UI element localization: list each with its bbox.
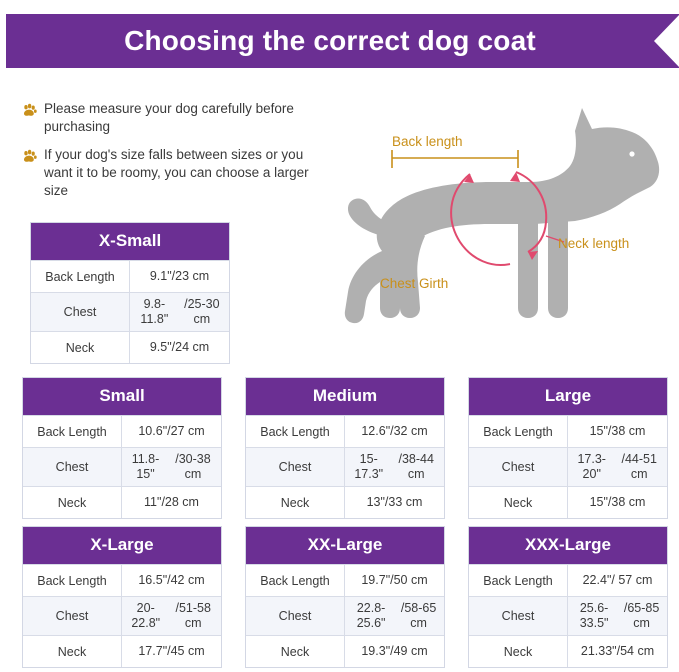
chest-value-line1: 20-22.8" <box>131 601 161 630</box>
row-label-chest: Chest <box>246 597 345 635</box>
row-label-chest: Chest <box>469 597 568 635</box>
size-table-x-small <box>30 222 230 364</box>
size-table-header: Large <box>469 378 667 415</box>
chest-girth-label: Chest Girth <box>380 276 449 291</box>
table-row <box>469 635 667 667</box>
table-row <box>469 447 667 486</box>
paw-icon <box>22 149 37 164</box>
row-value-neck: 21.33"/54 cm <box>580 644 655 658</box>
neck-length-label: Neck length <box>558 236 630 251</box>
chest-value-line2: /25-30 cm <box>184 297 220 326</box>
row-value-neck: 9.5"/24 cm <box>149 340 210 354</box>
row-label-neck: Neck <box>469 636 568 667</box>
row-value-chest <box>345 448 444 486</box>
page-header-banner <box>6 14 654 68</box>
size-table-header: XX-Large <box>246 527 444 564</box>
chest-value-line1: 25.6-33.5" <box>579 601 609 630</box>
row-value-neck: 17.7"/45 cm <box>138 644 205 658</box>
row-value-back-length: 22.4"/ 57 cm <box>582 573 653 587</box>
row-label-chest: Chest <box>23 448 122 486</box>
row-value-chest <box>122 597 221 635</box>
table-row <box>469 564 667 596</box>
table-row <box>469 415 667 447</box>
row-label-neck: Neck <box>246 636 345 667</box>
table-row <box>23 596 221 635</box>
chest-value-line1: 22.8-25.6" <box>356 601 386 630</box>
size-table-header: Medium <box>246 378 444 415</box>
size-table-xx-large <box>245 526 445 668</box>
table-row <box>246 486 444 518</box>
row-label-back-length: Back Length <box>31 261 130 292</box>
size-table-medium <box>245 377 445 519</box>
table-row <box>246 415 444 447</box>
size-table-header: X-Small <box>31 223 229 260</box>
table-row <box>23 635 221 667</box>
size-table-header: XXX-Large <box>469 527 667 564</box>
row-value-neck: 15"/38 cm <box>589 495 646 509</box>
row-value-neck: 13"/33 cm <box>366 495 423 509</box>
table-row <box>31 292 229 331</box>
row-value-back-length: 9.1"/23 cm <box>149 269 210 283</box>
table-row <box>246 596 444 635</box>
chest-value-line2: /44-51 cm <box>621 452 657 481</box>
dog-measurement-diagram <box>320 96 675 346</box>
size-table-header: Small <box>23 378 221 415</box>
chest-value-line1: 17.3-20" <box>577 452 606 481</box>
row-value-back-length: 19.7"/50 cm <box>361 573 428 587</box>
note-text: Please measure your dog carefully before purchasing <box>44 101 294 134</box>
row-label-back-length: Back Length <box>23 565 122 596</box>
table-row <box>23 564 221 596</box>
row-label-back-length: Back Length <box>23 416 122 447</box>
row-label-neck: Neck <box>23 487 122 518</box>
back-length-label: Back length <box>392 134 463 149</box>
chest-value-line2: /51-58 cm <box>175 601 211 630</box>
row-label-back-length: Back Length <box>246 565 345 596</box>
row-label-neck: Neck <box>23 636 122 667</box>
table-row <box>23 486 221 518</box>
chest-value-line1: 15-17.3" <box>354 452 384 481</box>
row-label-neck: Neck <box>246 487 345 518</box>
table-row <box>246 447 444 486</box>
row-label-chest: Chest <box>469 448 568 486</box>
row-value-chest <box>130 293 229 331</box>
size-table-small <box>22 377 222 519</box>
chest-value-line2: /58-65 cm <box>400 601 437 630</box>
notes-list <box>22 100 332 210</box>
row-value-chest <box>122 448 221 486</box>
row-value-back-length: 15"/38 cm <box>589 424 646 438</box>
table-row <box>31 331 229 363</box>
size-table-header: X-Large <box>23 527 221 564</box>
paw-icon <box>22 103 37 118</box>
row-label-back-length: Back Length <box>246 416 345 447</box>
chest-value-line1: 9.8-11.8" <box>140 297 169 326</box>
row-label-chest: Chest <box>246 448 345 486</box>
row-value-chest <box>345 597 444 635</box>
row-value-chest <box>568 597 667 635</box>
table-row <box>246 564 444 596</box>
chest-value-line2: /38-44 cm <box>398 452 434 481</box>
row-label-chest: Chest <box>23 597 122 635</box>
row-label-chest: Chest <box>31 293 130 331</box>
table-row <box>469 596 667 635</box>
size-table-x-large <box>22 526 222 668</box>
dog-illustration <box>320 96 675 346</box>
row-value-back-length: 10.6"/27 cm <box>138 424 205 438</box>
row-label-neck: Neck <box>469 487 568 518</box>
note-item <box>22 146 332 200</box>
note-text: If your dog's size falls between sizes or you want it to be roomy, you can choose a larger size <box>44 147 309 198</box>
table-row <box>23 447 221 486</box>
row-value-chest <box>568 448 667 486</box>
row-value-back-length: 16.5"/42 cm <box>138 573 205 587</box>
row-label-neck: Neck <box>31 332 130 363</box>
table-row <box>246 635 444 667</box>
page-title: Choosing the correct dog coat <box>124 25 536 56</box>
size-table-xxx-large <box>468 526 668 668</box>
row-label-back-length: Back Length <box>469 416 568 447</box>
row-value-back-length: 12.6"/32 cm <box>361 424 428 438</box>
row-value-neck: 19.3"/49 cm <box>361 644 428 658</box>
chest-value-line1: 11.8-15" <box>131 452 160 481</box>
table-row <box>469 486 667 518</box>
size-table-large <box>468 377 668 519</box>
chest-value-line2: /30-38 cm <box>175 452 211 481</box>
row-value-neck: 11"/28 cm <box>144 495 199 509</box>
row-label-back-length: Back Length <box>469 565 568 596</box>
table-row <box>23 415 221 447</box>
chest-value-line2: /65-85 cm <box>623 601 660 630</box>
note-item <box>22 100 332 136</box>
table-row <box>31 260 229 292</box>
